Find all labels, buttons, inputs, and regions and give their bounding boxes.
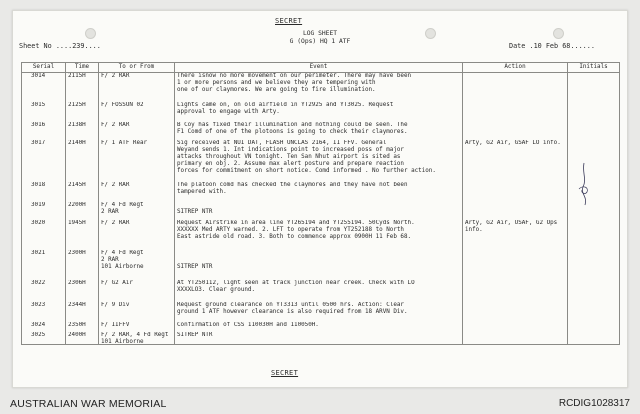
col-event: Event [175,63,463,73]
row-action [463,280,568,302]
row-to-or-from [99,220,175,250]
row-serial [22,280,66,302]
row-event [175,220,463,250]
row-action-text [465,122,565,140]
row-time [66,182,99,202]
row-action [463,202,568,220]
log-row [22,332,620,345]
row-to-or-from [99,332,175,345]
row-time [66,322,99,332]
row-action-text [465,280,565,302]
row-event [175,280,463,302]
row-to-or-from-text: F/ 4 Fd Regt 2 RAR [101,202,144,215]
row-event-text: At YT250112, light seen at track junction near creek. Check with LO XXXXLO3. Clear ground. [177,280,415,293]
sheet-title: LOG SHEET [302,30,338,37]
row-initials [568,332,620,345]
row-action-text: Arty, G2 Air, GSAF LO info. [465,140,561,146]
row-time [66,73,99,103]
row-serial [22,182,66,202]
row-to-or-from [99,182,175,202]
row-to-or-from [99,102,175,122]
row-to-or-from-text: F/ 9 Div [101,302,130,308]
log-row [22,73,620,103]
row-action [463,322,568,332]
row-time [66,302,99,322]
log-row [22,250,620,280]
row-action [463,102,568,122]
row-time-text: 2400H [68,332,86,338]
log-table [21,62,620,345]
row-to-or-from [99,122,175,140]
row-initials [568,73,620,103]
row-serial-text: 3015 [31,102,46,108]
row-to-or-from-text: F/ 2 RAR [101,73,130,79]
row-to-or-from [99,280,175,302]
sheet-date [509,42,595,50]
row-time-text: 1945H [68,220,86,226]
row-event [175,182,463,202]
log-row [22,140,620,182]
row-initials [568,322,620,332]
row-serial-text: 3019 [31,202,46,208]
sheet-number-dots: .... [84,42,101,50]
row-initials [568,220,620,250]
date-value: 10 Feb 68 [533,42,571,50]
log-row [22,202,620,220]
row-time [66,220,99,250]
row-to-or-from-text: F/ 2 RAR [101,182,130,188]
row-initials [568,302,620,322]
row-initials [568,122,620,140]
row-to-or-from-text: F/ 4 Fd Regt 2 RAR 101 Airborne [101,250,144,270]
row-serial-text: 3014 [31,73,46,79]
row-event [175,122,463,140]
row-event [175,102,463,122]
row-to-or-from [99,302,175,322]
row-event [175,140,463,182]
row-action [463,250,568,280]
row-event [175,250,463,280]
date-dots: ...... [570,42,595,50]
row-time [66,332,99,345]
row-event [175,73,463,103]
col-time: Time [66,63,99,73]
row-time-text: 2300H [68,250,86,256]
log-table-header [22,63,620,73]
sheet-number-label: Sheet No .... [19,42,73,50]
row-to-or-from [99,250,175,280]
row-action-text [465,332,565,344]
row-serial [22,122,66,140]
row-serial [22,332,66,345]
row-action-text [465,322,565,332]
row-serial-text: 3017 [31,140,46,146]
row-event-text: Lights came on, on old airfield in YT2925 and YT3025. Request approval to engage with Arty. [177,102,394,115]
row-to-or-from-text: F/ 2 RAR [101,220,130,226]
row-serial-text: 3022 [31,280,46,286]
row-serial-text: 3020 [31,220,46,226]
row-time-text: 2138H [68,122,86,128]
row-action [463,73,568,103]
row-serial-text: 3025 [31,332,46,338]
row-serial [22,102,66,122]
log-row [22,220,620,250]
row-initials [568,280,620,302]
log-row [22,302,620,322]
row-event-text: SITREP NTR [177,209,213,215]
row-event-text: SITREP NTR [177,332,213,338]
row-action-text [465,73,565,102]
row-serial [22,73,66,103]
row-to-or-from [99,73,175,103]
row-event-text: Request Airstrike in area line YT265194 and YT255194. 50Cyds North. XXXXXX Med ARTY warned. 2. LFT to operate from YT252188 to North East astride old road. 3. Both to commence approx 0900H 11 Feb 68. [177,220,415,240]
row-serial [22,322,66,332]
archive-credit: AUSTRALIAN WAR MEMORIAL [10,398,167,410]
row-action [463,182,568,202]
row-time [66,280,99,302]
row-action [463,332,568,345]
row-action [463,122,568,140]
row-time-text: 2145H [68,182,86,188]
row-action [463,140,568,182]
row-serial [22,202,66,220]
row-serial-text: 3024 [31,322,46,328]
row-serial-text: 3021 [31,250,46,256]
classification-top: SECRET [275,17,303,25]
row-serial-text: 3018 [31,182,46,188]
row-event-text: The platoon comd has checked the claymores and they have not been tampered with. [177,182,408,195]
row-time-text: 2200H [68,202,86,208]
log-row [22,322,620,332]
row-time-text: 2306H [68,280,86,286]
row-action-text [465,102,565,122]
row-serial-text: 3016 [31,122,46,128]
row-time-text: 2115H [68,73,86,79]
archive-record-id: RCDIG1028317 [558,398,630,409]
row-action [463,302,568,322]
col-initials: Initials [568,63,620,73]
row-time [66,202,99,220]
sheet-number-value: 239 [72,42,85,50]
row-serial [22,140,66,182]
log-sheet-page [12,10,628,388]
row-action-text [465,202,565,220]
row-action-text [465,302,565,322]
log-row [22,280,620,302]
row-serial [22,250,66,280]
row-to-or-from [99,322,175,332]
handwritten-initials-mark [569,161,599,211]
row-to-or-from-text: F/ 2 RAR [101,122,130,128]
row-event [175,302,463,322]
row-action-text [465,182,565,202]
row-to-or-from [99,140,175,182]
date-label: Date . [509,42,534,50]
row-to-or-from [99,202,175,220]
row-event [175,202,463,220]
col-to-or-from: To or From [99,63,175,73]
col-action: Action [463,63,568,73]
row-action [463,220,568,250]
row-event-text: Confirmation of CSS 110030H and 110050H. [177,322,319,328]
row-serial [22,220,66,250]
row-time-text: 2125H [68,102,86,108]
row-time-text: 2344H [68,302,86,308]
row-event-text: B Coy has fixed their illumination and nothing could be seen. The F1 Comd of one of the plotoons is going to check their claymores. [177,122,408,135]
row-serial-text: 3023 [31,302,46,308]
row-event-text: There isnow no more movement on our perimeter. There may have been 1 or more persons and we believe they are tempering with one of our claymores. We are going to fire illumination. [177,73,412,93]
log-row [22,102,620,122]
row-to-or-from-text: F/ G2 Air [101,280,133,286]
sheet-subtitle: G (Ops) HQ 1 ATF [289,38,351,45]
row-time [66,102,99,122]
row-event-text: Request ground clearance on YT3313 until 0500 hrs. Action: Clear ground 1 ATF however clearance is also required from 18 ARVN Div. [177,302,408,315]
row-to-or-from-text: F/ IIFFV [101,322,130,328]
classification-bottom: SECRET [271,369,299,377]
row-time-text: 2350H [68,322,86,328]
col-serial: Serial [22,63,66,73]
row-event-text: Sig received at NUI DAT, FLASH UNCLAS 2164, II FFV. General Weyand sends 1. Int indications point to increased poss of major attacks throughout VN tonight. Ten San Nhut airport is sited as primary en obj. 2. Assume max alert posture and prepare reaction forces for commitment on short notice. Comd informed . No further action. [177,140,436,174]
row-serial [22,302,66,322]
row-event [175,332,463,345]
row-event-text: SITREP NTR [177,264,213,270]
row-to-or-from-text: F/ FOSSUN 02 [101,102,144,108]
row-initials [568,102,620,122]
row-to-or-from-text: F/ 2 RAR, 4 Fd Regt 101 Airborne [101,332,169,344]
row-to-or-from-text: F/ 1 ATF Rear [101,140,148,146]
row-event [175,322,463,332]
row-initials [568,250,620,280]
row-time [66,250,99,280]
row-time [66,122,99,140]
row-action-text [465,250,565,280]
log-row [22,182,620,202]
row-action-text: Arty, G2 Air, USAF, G2 Ops info. [465,220,558,233]
sheet-number [19,42,101,50]
log-row [22,122,620,140]
row-time [66,140,99,182]
row-time-text: 2140H [68,140,86,146]
